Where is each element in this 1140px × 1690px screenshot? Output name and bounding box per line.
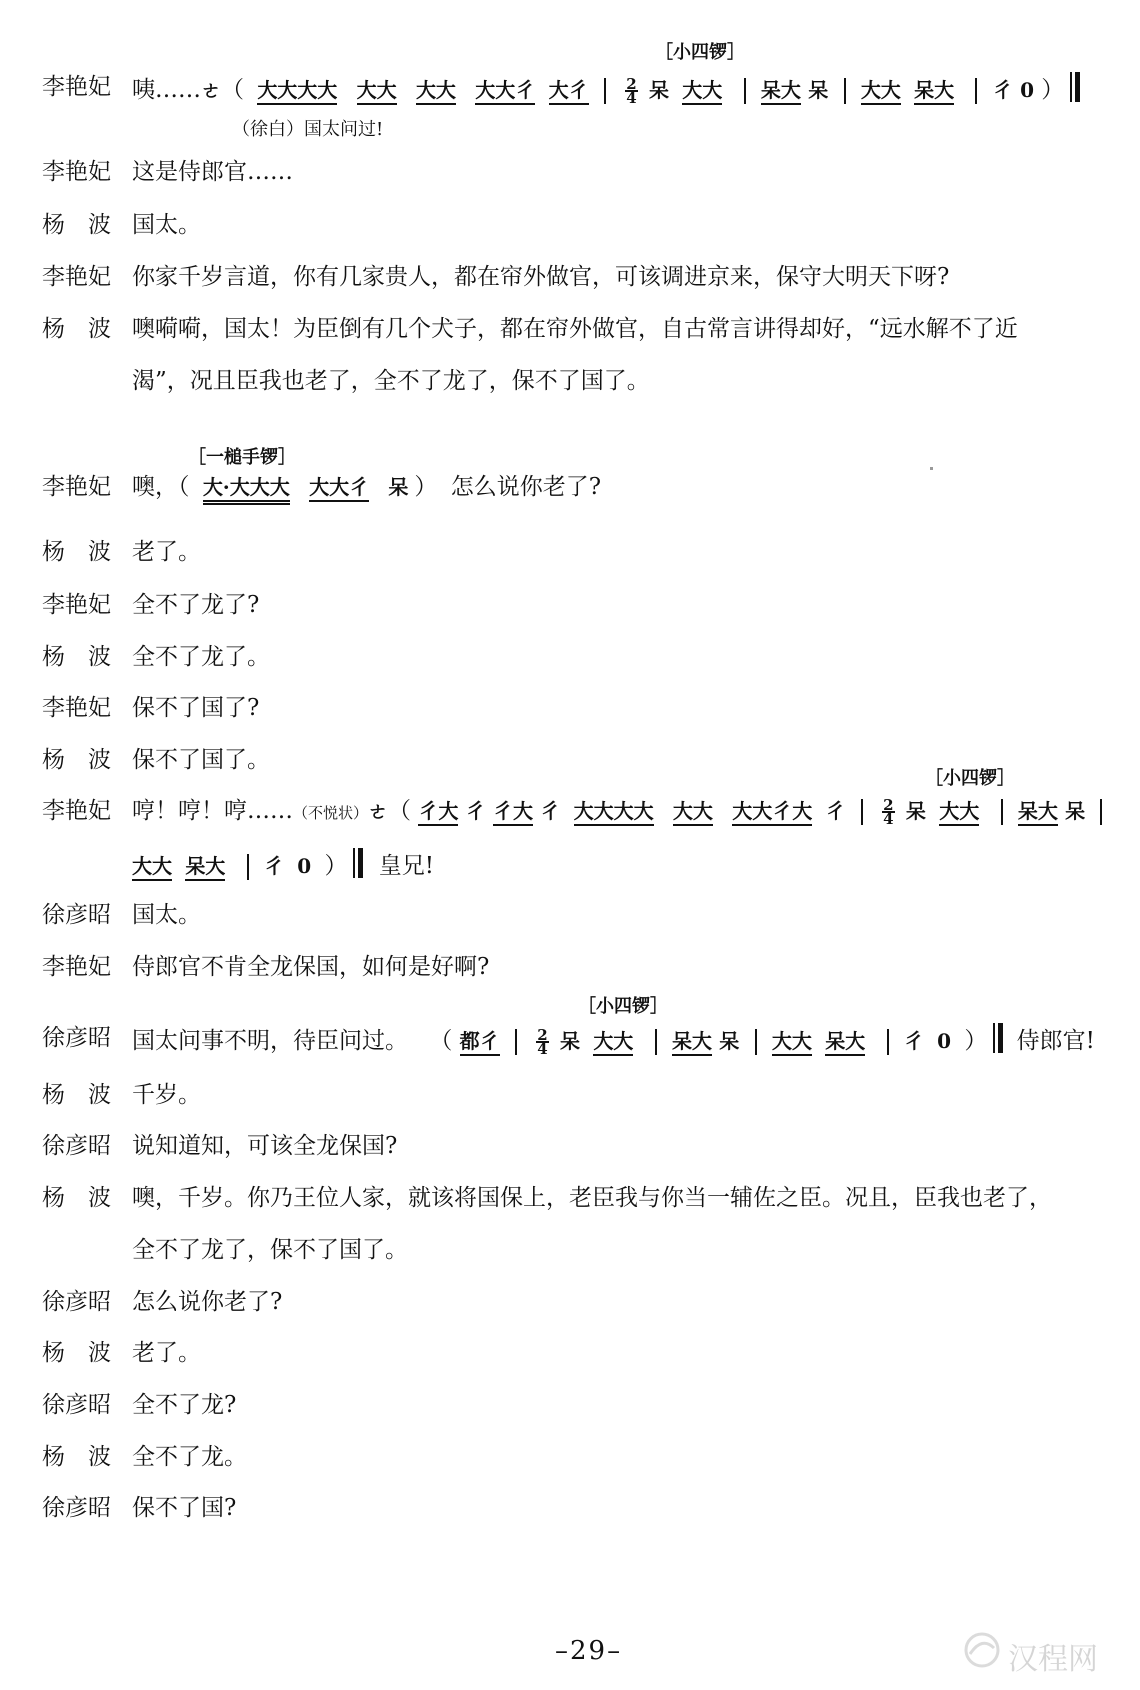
perc-note: 呆 (560, 1029, 580, 1053)
paren-open: （ (178, 474, 190, 500)
perc-sa: ㄜ (368, 799, 389, 823)
time-signature (625, 75, 637, 107)
dialogue-text: 噢，千岁。你乃王位人家，就该将国保上，老臣我与你当一辅佐之臣。况且，臣我也老了， (132, 1185, 1052, 1211)
speaker-name: 杨 波 (42, 1082, 111, 1108)
dialogue-text: 全不了龙? (132, 1392, 237, 1418)
gong-label-xiaosi: ［小四锣］ (655, 42, 745, 63)
stage-note: （不悦状） (293, 804, 369, 822)
speaker-name: 杨 波 (42, 1340, 111, 1366)
perc-note: 大大 (593, 1029, 633, 1056)
speaker-name: 杨 波 (42, 316, 111, 342)
perc-note: 大大 (939, 799, 979, 826)
speaker-name: 杨 波 (42, 1185, 111, 1211)
dialogue-continuation: 全不了龙了，保不了国了。 (132, 1237, 408, 1263)
dialogue-line (132, 472, 601, 502)
perc-note: 大大彳大 (732, 799, 812, 826)
dialogue-text: 哼！哼！哼…… (132, 798, 293, 824)
bar-line (887, 1029, 889, 1055)
time-bottom: 4 (883, 810, 894, 828)
perc-note: 彳 (540, 799, 561, 823)
watermark-logo (960, 1630, 1130, 1680)
time-top: 2 (626, 75, 637, 93)
paren-close: ） (964, 1028, 988, 1054)
gong-label-yichui: ［一槌手锣］ (188, 447, 296, 468)
perc-note: 大大 (357, 78, 397, 105)
scan-speck (930, 467, 933, 470)
dialogue-text: 噢， (132, 474, 178, 500)
speaker-text: 杨 波 (42, 212, 111, 238)
watermark-text: 汉程网 (1008, 1643, 1098, 1676)
page-number: –29– (555, 1636, 623, 1666)
speaker-name: 杨 波 (42, 747, 111, 773)
end-barline (993, 1023, 1003, 1061)
time-top: 2 (537, 1026, 548, 1044)
bar-line (755, 1029, 757, 1055)
time-bottom: 4 (537, 1040, 548, 1058)
dialogue-text: 噢嗬嗬，国太！为臣倒有几个犬子，都在帘外做官，自古常言讲得却好，“远水解不了近 (132, 316, 1018, 342)
dialogue-line (132, 848, 434, 886)
perc-note: 呆 (905, 799, 926, 823)
dialogue-line (132, 1023, 1095, 1061)
perc-note: 呆 (648, 78, 669, 102)
dialogue-text: 保不了国了。 (132, 747, 270, 773)
perc-note: 大大 (861, 78, 901, 105)
dialogue-continuation: 渴”，况且臣我也老了，全不了龙了，保不了国了。 (132, 368, 650, 394)
perc-note: 彳 (992, 78, 1013, 102)
perc-note: 呆大 (914, 78, 954, 105)
perc-note: 大大 (416, 78, 456, 105)
paren-close: ） (414, 474, 438, 500)
speaker-name: 徐彦昭 (42, 1289, 111, 1315)
dialogue-text: 老了。 (132, 1340, 201, 1366)
dialogue-text: 全不了龙。 (132, 1444, 247, 1470)
dialogue-text: 侍郎官不肯全龙保国，如何是好啊? (132, 954, 490, 980)
perc-note: 彳大 (493, 799, 533, 826)
time-bottom: 4 (626, 89, 637, 107)
paren-close: ） (324, 853, 348, 879)
dialogue-text: 怎么说你老了? (450, 474, 602, 500)
perc-note: 呆 (808, 78, 829, 102)
dialogue-line (132, 72, 1080, 110)
speaker-name (42, 210, 126, 240)
dialogue-text: 这是侍郎官…… (132, 159, 293, 185)
perc-note: 大大 (673, 799, 713, 826)
paren-open: （ (388, 798, 412, 824)
dialogue-text: 国太问事不明，待臣问过。 (132, 1028, 408, 1054)
paren-open: （ (221, 77, 244, 103)
perc-note: 0 (1020, 78, 1034, 102)
speaker-name: 徐彦昭 (42, 902, 111, 928)
speaker-name: 徐彦昭 (42, 1025, 111, 1051)
speaker-name: 李艳妃 (42, 695, 111, 721)
bar-line (844, 78, 846, 104)
perc-note: 呆 (1065, 799, 1086, 823)
perc-note: 大大大大 (257, 78, 337, 105)
dialogue-text: 说知道知，可该全龙保国? (132, 1133, 398, 1159)
bar-line (515, 1029, 517, 1055)
paren-close: ） (1041, 77, 1065, 103)
perc-note: 0 (937, 1029, 952, 1053)
perc-note: 呆大 (185, 854, 225, 881)
time-signature (536, 1026, 548, 1058)
perc-note: 彳大 (418, 799, 458, 826)
dialogue-text: 国太。 (132, 902, 201, 928)
dialogue-text: 全不了龙了。 (132, 644, 270, 670)
speaker-name: 徐彦昭 (42, 1495, 111, 1521)
perc-note: 大·大大大 (203, 475, 290, 505)
perc-sa: ㄜ (201, 78, 221, 102)
bar-line (604, 78, 606, 104)
end-barline (353, 848, 363, 886)
speaker-name: 徐彦昭 (42, 1392, 111, 1418)
bar-line (655, 1029, 657, 1055)
bar-line (1100, 799, 1102, 825)
perc-note: 呆 (719, 1029, 740, 1053)
perc-note: 大大彳 (309, 475, 369, 502)
dialogue-text: 侍郎官! (1016, 1028, 1095, 1054)
dialogue-text: 保不了国了? (132, 695, 260, 721)
perc-note: 呆 (388, 475, 409, 499)
end-barline (1070, 72, 1080, 110)
speaker-name: 李艳妃 (42, 954, 111, 980)
dialogue-text: 全不了龙了? (132, 592, 260, 618)
gong-label-xiaosi: ［小四锣］ (925, 768, 1015, 789)
bar-line (975, 78, 977, 104)
speaker-name: 李艳妃 (42, 74, 111, 100)
speaker-name: 李艳妃 (42, 159, 111, 185)
bar-line (247, 854, 249, 880)
speaker-name: 李艳妃 (42, 798, 111, 824)
perc-note: 大大大大 (574, 799, 654, 826)
bar-line (1001, 799, 1003, 825)
bar-line (861, 799, 863, 825)
dialogue-text: 老了。 (132, 539, 201, 565)
perc-note: 大大 (772, 1029, 812, 1056)
stage-aside: （徐白）国太问过! (232, 119, 384, 140)
speaker-name: 李艳妃 (42, 264, 111, 290)
speaker-name: 李艳妃 (42, 474, 111, 500)
perc-note: 呆大 (1018, 799, 1058, 826)
speaker-name: 徐彦昭 (42, 1133, 111, 1159)
time-signature (882, 796, 894, 828)
speaker-name: 李艳妃 (42, 592, 111, 618)
perc-note: 大大 (132, 854, 172, 881)
perc-note: 彳 (263, 854, 284, 878)
perc-note: 都彳 (460, 1029, 500, 1056)
dialogue-text: 你家千岁言道，你有几家贵人，都在帘外做官，可该调进京来，保守大明天下呀? (132, 264, 950, 290)
perc-note: 彳 (825, 799, 846, 823)
perc-note: 彳 (903, 1029, 924, 1053)
perc-note: 大彳 (549, 78, 589, 105)
perc-note: 呆大 (672, 1029, 712, 1056)
speaker-name: 杨 波 (42, 539, 111, 565)
gong-label-xiaosi: ［小四锣］ (578, 996, 668, 1017)
perc-note: 大大 (682, 78, 722, 105)
dialogue-text: 咦…… (132, 77, 201, 103)
perc-note: 大大彳 (475, 78, 535, 105)
perc-note: 彳 (465, 799, 486, 823)
dialogue-text: 怎么说你老了? (132, 1289, 283, 1315)
dialogue-text: 千岁。 (132, 1082, 201, 1108)
speaker-name: 杨 波 (42, 644, 111, 670)
watermark-icon (960, 1630, 1004, 1670)
paren-open: （ (429, 1028, 453, 1054)
perc-note: 0 (297, 854, 312, 878)
dialogue-text: 国太。 (132, 212, 201, 238)
dialogue-text: 皇兄! (378, 853, 435, 879)
speaker-name: 杨 波 (42, 1444, 111, 1470)
time-top: 2 (883, 796, 894, 814)
dialogue-text: 保不了国? (132, 1495, 237, 1521)
dialogue-line (132, 796, 1110, 828)
perc-note: 呆大 (761, 78, 801, 105)
perc-note: 呆大 (825, 1029, 865, 1056)
bar-line (744, 78, 746, 104)
